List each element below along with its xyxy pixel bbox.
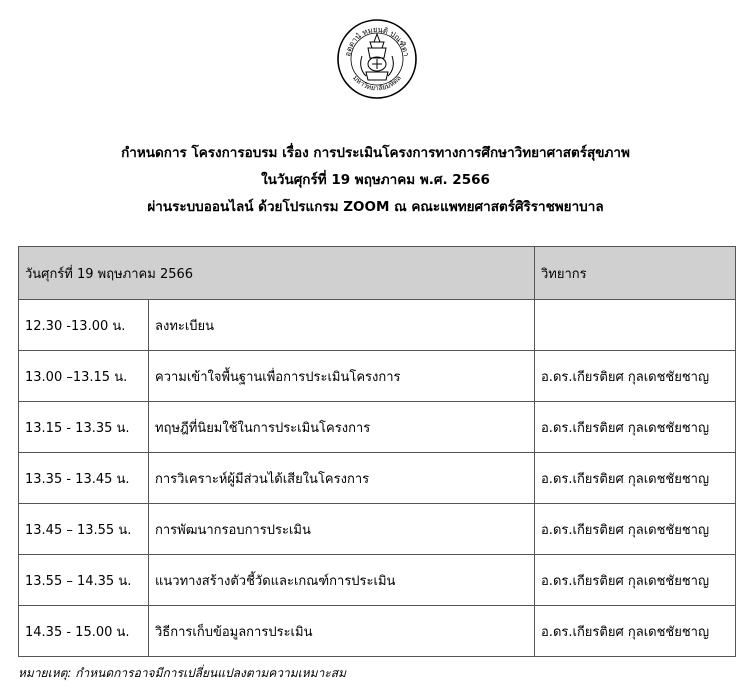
seal-bottom-text: มหาวิทยาลัยมหิดล [351,74,403,93]
topic-cell: ทฤษฎีที่นิยมใช้ในการประเมินโครงการ [149,402,535,453]
speaker-cell: อ.ดร.เกียรติยศ กุลเดชชัยชาญ [535,606,736,657]
time-cell: 13.45 – 13.55 น. [19,504,149,555]
topic-cell: ความเข้าใจพื้นฐานเพื่อการประเมินโครงการ [149,351,535,402]
title-line-2: ในวันศุกร์ที่ 19 พฤษภาคม พ.ศ. 2566 [261,172,490,188]
header-date-cell: วันศุกร์ที่ 19 พฤษภาคม 2566 [19,247,535,300]
table-header-row [19,247,736,300]
speaker-cell: อ.ดร.เกียรติยศ กุลเดชชัยชาญ [535,555,736,606]
time-cell: 13.15 - 13.35 น. [19,402,149,453]
table-row [19,555,736,606]
document-title [0,140,751,221]
table-row [19,402,736,453]
table-row [19,504,736,555]
topic-cell: การวิเคราะห์ผู้มีส่วนได้เสียในโครงการ [149,453,535,504]
table-row [19,606,736,657]
topic-cell: ลงทะเบียน [149,300,535,351]
time-cell: 12.30 -13.00 น. [19,300,149,351]
topic-cell: แนวทางสร้างตัวชี้วัดและเกณฑ์การประเมิน [149,555,535,606]
table-row [19,453,736,504]
speaker-cell: อ.ดร.เกียรติยศ กุลเดชชัยชาญ [535,402,736,453]
time-cell: 13.00 –13.15 น. [19,351,149,402]
header-speaker-cell: วิทยากร [535,247,736,300]
schedule-table [18,246,736,657]
title-line-1: กำหนดการ โครงการอบรม เรื่อง การประเมินโครงการทางการศึกษาวิทยาศาสตร์สุขภาพ [121,145,630,161]
seal-icon [336,18,418,100]
title-line-3: ผ่านระบบออนไลน์ ด้วยโปรแกรม ZOOM ณ คณะแพทยศาสตร์ศิริราชพยาบาล [147,199,604,215]
table-row [19,300,736,351]
time-cell: 13.35 - 13.45 น. [19,453,149,504]
topic-cell: การพัฒนากรอบการประเมิน [149,504,535,555]
speaker-cell: อ.ดร.เกียรติยศ กุลเดชชัยชาญ [535,351,736,402]
table-row [19,351,736,402]
seal-top-text: อตฺตานํ ทมยนฺติ ปณฺฑิตา [343,24,411,58]
time-cell: 14.35 - 15.00 น. [19,606,149,657]
speaker-cell: อ.ดร.เกียรติยศ กุลเดชชัยชาญ [535,504,736,555]
speaker-cell [535,300,736,351]
speaker-cell: อ.ดร.เกียรติยศ กุลเดชชัยชาญ [535,453,736,504]
topic-cell: วิธีการเก็บข้อมูลการประเมิน [149,606,535,657]
university-seal-logo [336,18,418,100]
footnote-remark: หมายเหตุ: กำหนดการอาจมีการเปลี่ยนแปลงตามความเหมาะสม [18,666,347,680]
time-cell: 13.55 – 14.35 น. [19,555,149,606]
